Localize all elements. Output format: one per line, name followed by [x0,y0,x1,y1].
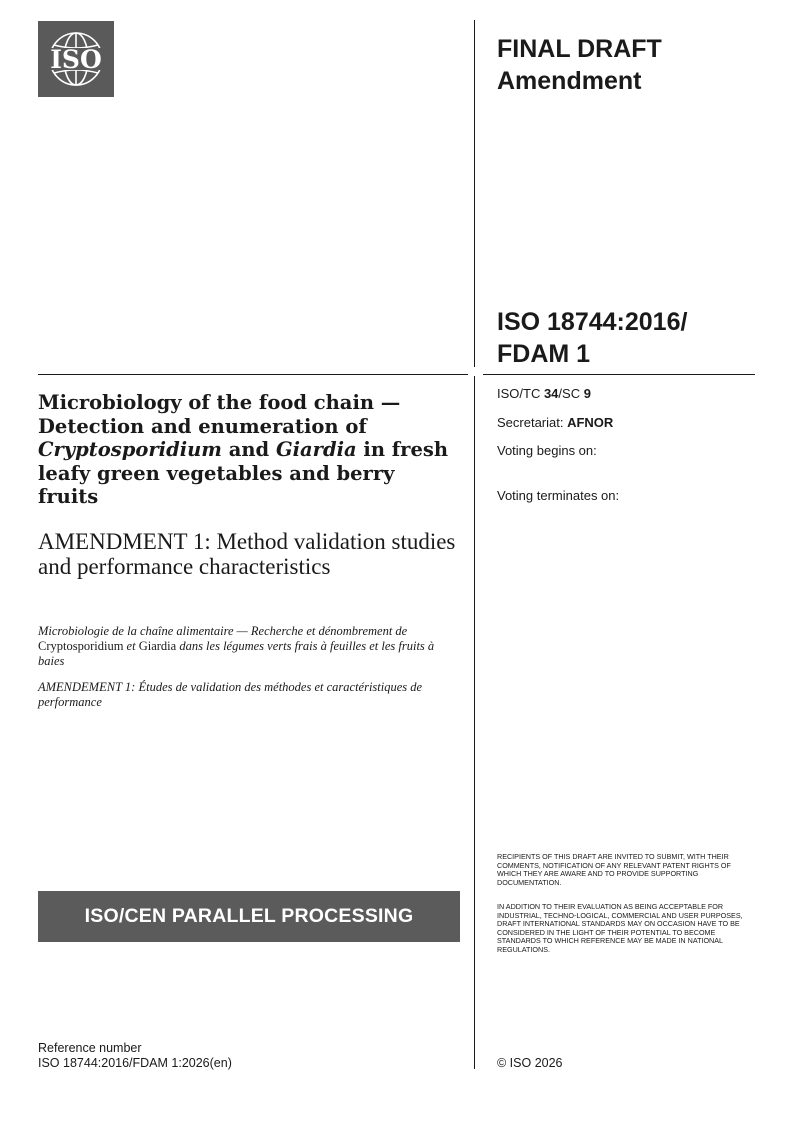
voting-begins: Voting begins on: [497,443,597,458]
horizontal-divider-left [38,374,468,375]
banner-text: ISO/CEN PARALLEL PROCESSING [84,905,414,927]
vertical-divider-bottom [474,376,475,1069]
secretariat-line [497,415,613,431]
title-english-amendment: AMENDMENT 1: Method validation studies and performance characteristics [38,529,456,579]
title-fr-part-1: Microbiologie de la chaîne alimentaire — Recherche et dénombrement de [38,624,408,638]
parallel-processing-banner [38,891,460,942]
iso-logo-wordmark: ISO [50,45,102,74]
sc-prefix: /SC [558,386,584,401]
horizontal-divider-right [483,374,755,375]
document-stage [497,33,662,97]
title-fr-organism-1: Cryptosporidium [38,639,124,653]
title-fr-organism-2: Giardia [138,639,177,653]
title-fr-part-3: dans les légumes verts frais à feuilles et les fruits à baies [38,639,435,668]
title-en-part-1: Microbiology of the food chain — Detection and enumeration of [38,391,401,438]
tc-prefix: ISO/TC [497,386,544,401]
voting-terminates: Voting terminates on: [497,488,620,503]
reference-label: Reference number [38,1041,142,1055]
copyright: © ISO 2026 [497,1056,563,1070]
title-french [38,624,458,669]
committee-line [497,386,591,402]
title-en-organism-2: Giardia [275,438,357,461]
title-english [38,391,458,509]
vertical-divider-top [474,20,475,367]
globe-icon [38,21,114,97]
title-en-part-2: and [221,438,276,461]
title-french-amendment: AMENDEMENT 1: Études de validation des méthodes et caractéristiques de performance [38,680,423,709]
iso-logo [38,21,114,97]
sc-number: 9 [583,386,591,401]
tc-number: 34 [543,386,559,401]
notice-patent-rights: RECIPIENTS OF THIS DRAFT ARE INVITED TO SUBMIT, WITH THEIR COMMENTS, NOTIFICATION OF ANY RELEVANT PATENT RIGHTS OF WHICH THEY ARE AWARE AND TO PROVIDE SUPPORTING DOCUMENTATION. [497,852,731,887]
secretariat-label: Secretariat: [497,415,568,430]
notice-evaluation: IN ADDITION TO THEIR EVALUATION AS BEING ACCEPTABLE FOR INDUSTRIAL, TECHNO-LOGICAL, COMMERCIAL AND USER PURPOSES, DRAFT INTERNATIONAL STANDARDS MAY ON OCCASION HAVE TO BE CONSIDERED IN THE LIGHT OF THEIR POTENTIAL TO BECOME STANDARDS TO WHICH REFERENCE MAY BE MADE IN NATIONAL REGULATIONS. [497,902,743,954]
doc-number-line-1: ISO 18744:2016/ [497,308,688,336]
title-fr-part-2: et [123,639,139,653]
document-number [497,306,687,370]
title-en-part-3: in fresh leafy green vegetables and berry fruits [38,438,449,508]
reference-number: ISO 18744:2016/FDAM 1:2026(en) [38,1056,232,1070]
doc-number-line-2: FDAM 1 [497,340,591,368]
secretariat-value: AFNOR [567,415,614,430]
title-en-organism-1: Cryptosporidium [38,438,222,461]
stage-line-1: FINAL DRAFT [497,35,662,63]
stage-line-2: Amendment [497,67,642,95]
